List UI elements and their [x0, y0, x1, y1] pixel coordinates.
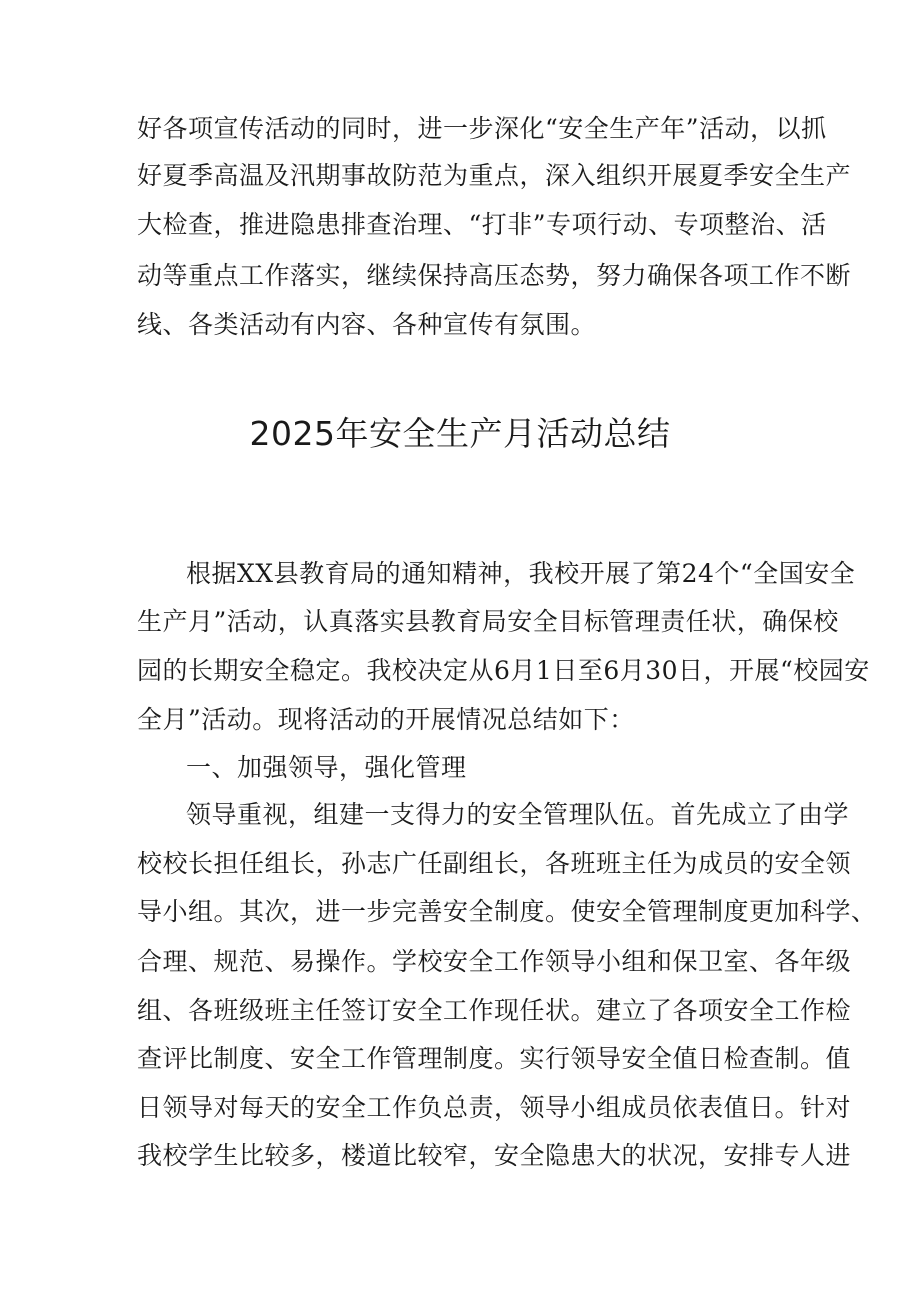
text-line: 园的长期安全稳定。我校决定从6月1日至6月30日，开展“校园安	[137, 656, 870, 685]
text-line: 根据XX县教育局的通知精神，我校开展了第24个“全国安全	[186, 559, 856, 588]
text-line: 我校学生比较多，楼道比较窄，安全隐患大的状况，安排专人进	[137, 1141, 852, 1170]
text-line: 日领导对每天的安全工作负总责，领导小组成员依表值日。针对	[137, 1093, 852, 1122]
text-line: 好各项宣传活动的同时，进一步深化“安全生产年”活动，以抓	[137, 114, 827, 143]
text-line: 领导重视，组建一支得力的安全管理队伍。首先成立了由学	[186, 800, 850, 829]
text-line: 校校长担任组长，孙志广任副组长，各班班主任为成员的安全领	[137, 849, 852, 878]
text-line: 合理、规范、易操作。学校安全工作领导小组和保卫室、各年级	[137, 947, 852, 976]
text-line: 全月”活动。现将活动的开展情况总结如下：	[137, 705, 635, 734]
text-line: 动等重点工作落实，继续保持高压态势，努力确保各项工作不断	[137, 261, 852, 290]
text-line: 线、各类活动有内容、各种宣传有氛围。	[137, 310, 597, 339]
text-line: 大检查，推进隐患排查治理、“打非”专项行动、专项整治、活	[137, 210, 827, 239]
text-line: 查评比制度、安全工作管理制度。实行领导安全值日检查制。值	[137, 1044, 852, 1073]
text-line: 导小组。其次，进一步完善安全制度。使安全管理制度更加科学、	[137, 897, 877, 926]
text-line: 组、各班级班主任签订安全工作现任状。建立了各项安全工作检	[137, 996, 852, 1025]
text-line: 好夏季高温及汛期事故防范为重点，深入组织开展夏季安全生产	[137, 161, 852, 190]
section-heading: 一、加强领导，强化管理	[186, 753, 467, 782]
document-title: 2025年安全生产月活动总结	[249, 414, 671, 453]
text-line: 生产月”活动，认真落实县教育局安全目标管理责任状，确保校	[137, 607, 839, 636]
